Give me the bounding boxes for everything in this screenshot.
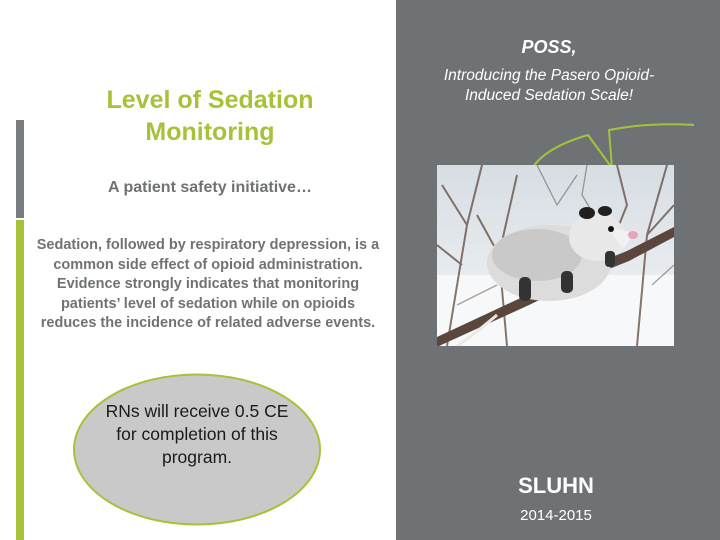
ce-credit-text: RNs will receive 0.5 CE for completion of this program. bbox=[105, 401, 289, 467]
bubble-heading: POSS, bbox=[521, 37, 577, 57]
organization-name: SLUHN bbox=[518, 473, 594, 498]
program-years: 2014-2015 bbox=[520, 507, 592, 524]
accent-bar-gray bbox=[16, 120, 24, 218]
ce-credit-oval bbox=[72, 372, 322, 527]
slide-title: Level of Sedation Monitoring bbox=[106, 86, 314, 146]
speech-bubble bbox=[404, 20, 694, 180]
opossum-photo bbox=[437, 165, 674, 346]
bubble-text-line-1: Introducing the Pasero Opioid- bbox=[443, 67, 655, 84]
body-paragraph: Sedation, followed by respiratory depression, is a common side effect of opioid administration. Evidence strongly indicates that monitoring patients’ level of sedation while on opioids reduces the incidence of related adverse events. bbox=[36, 237, 380, 332]
bubble-text-line-2: Induced Sedation Scale! bbox=[464, 87, 634, 104]
slide-subtitle: A patient safety initiative… bbox=[108, 179, 312, 196]
accent-bar-green bbox=[16, 220, 24, 540]
opossum-illustration bbox=[437, 165, 674, 346]
